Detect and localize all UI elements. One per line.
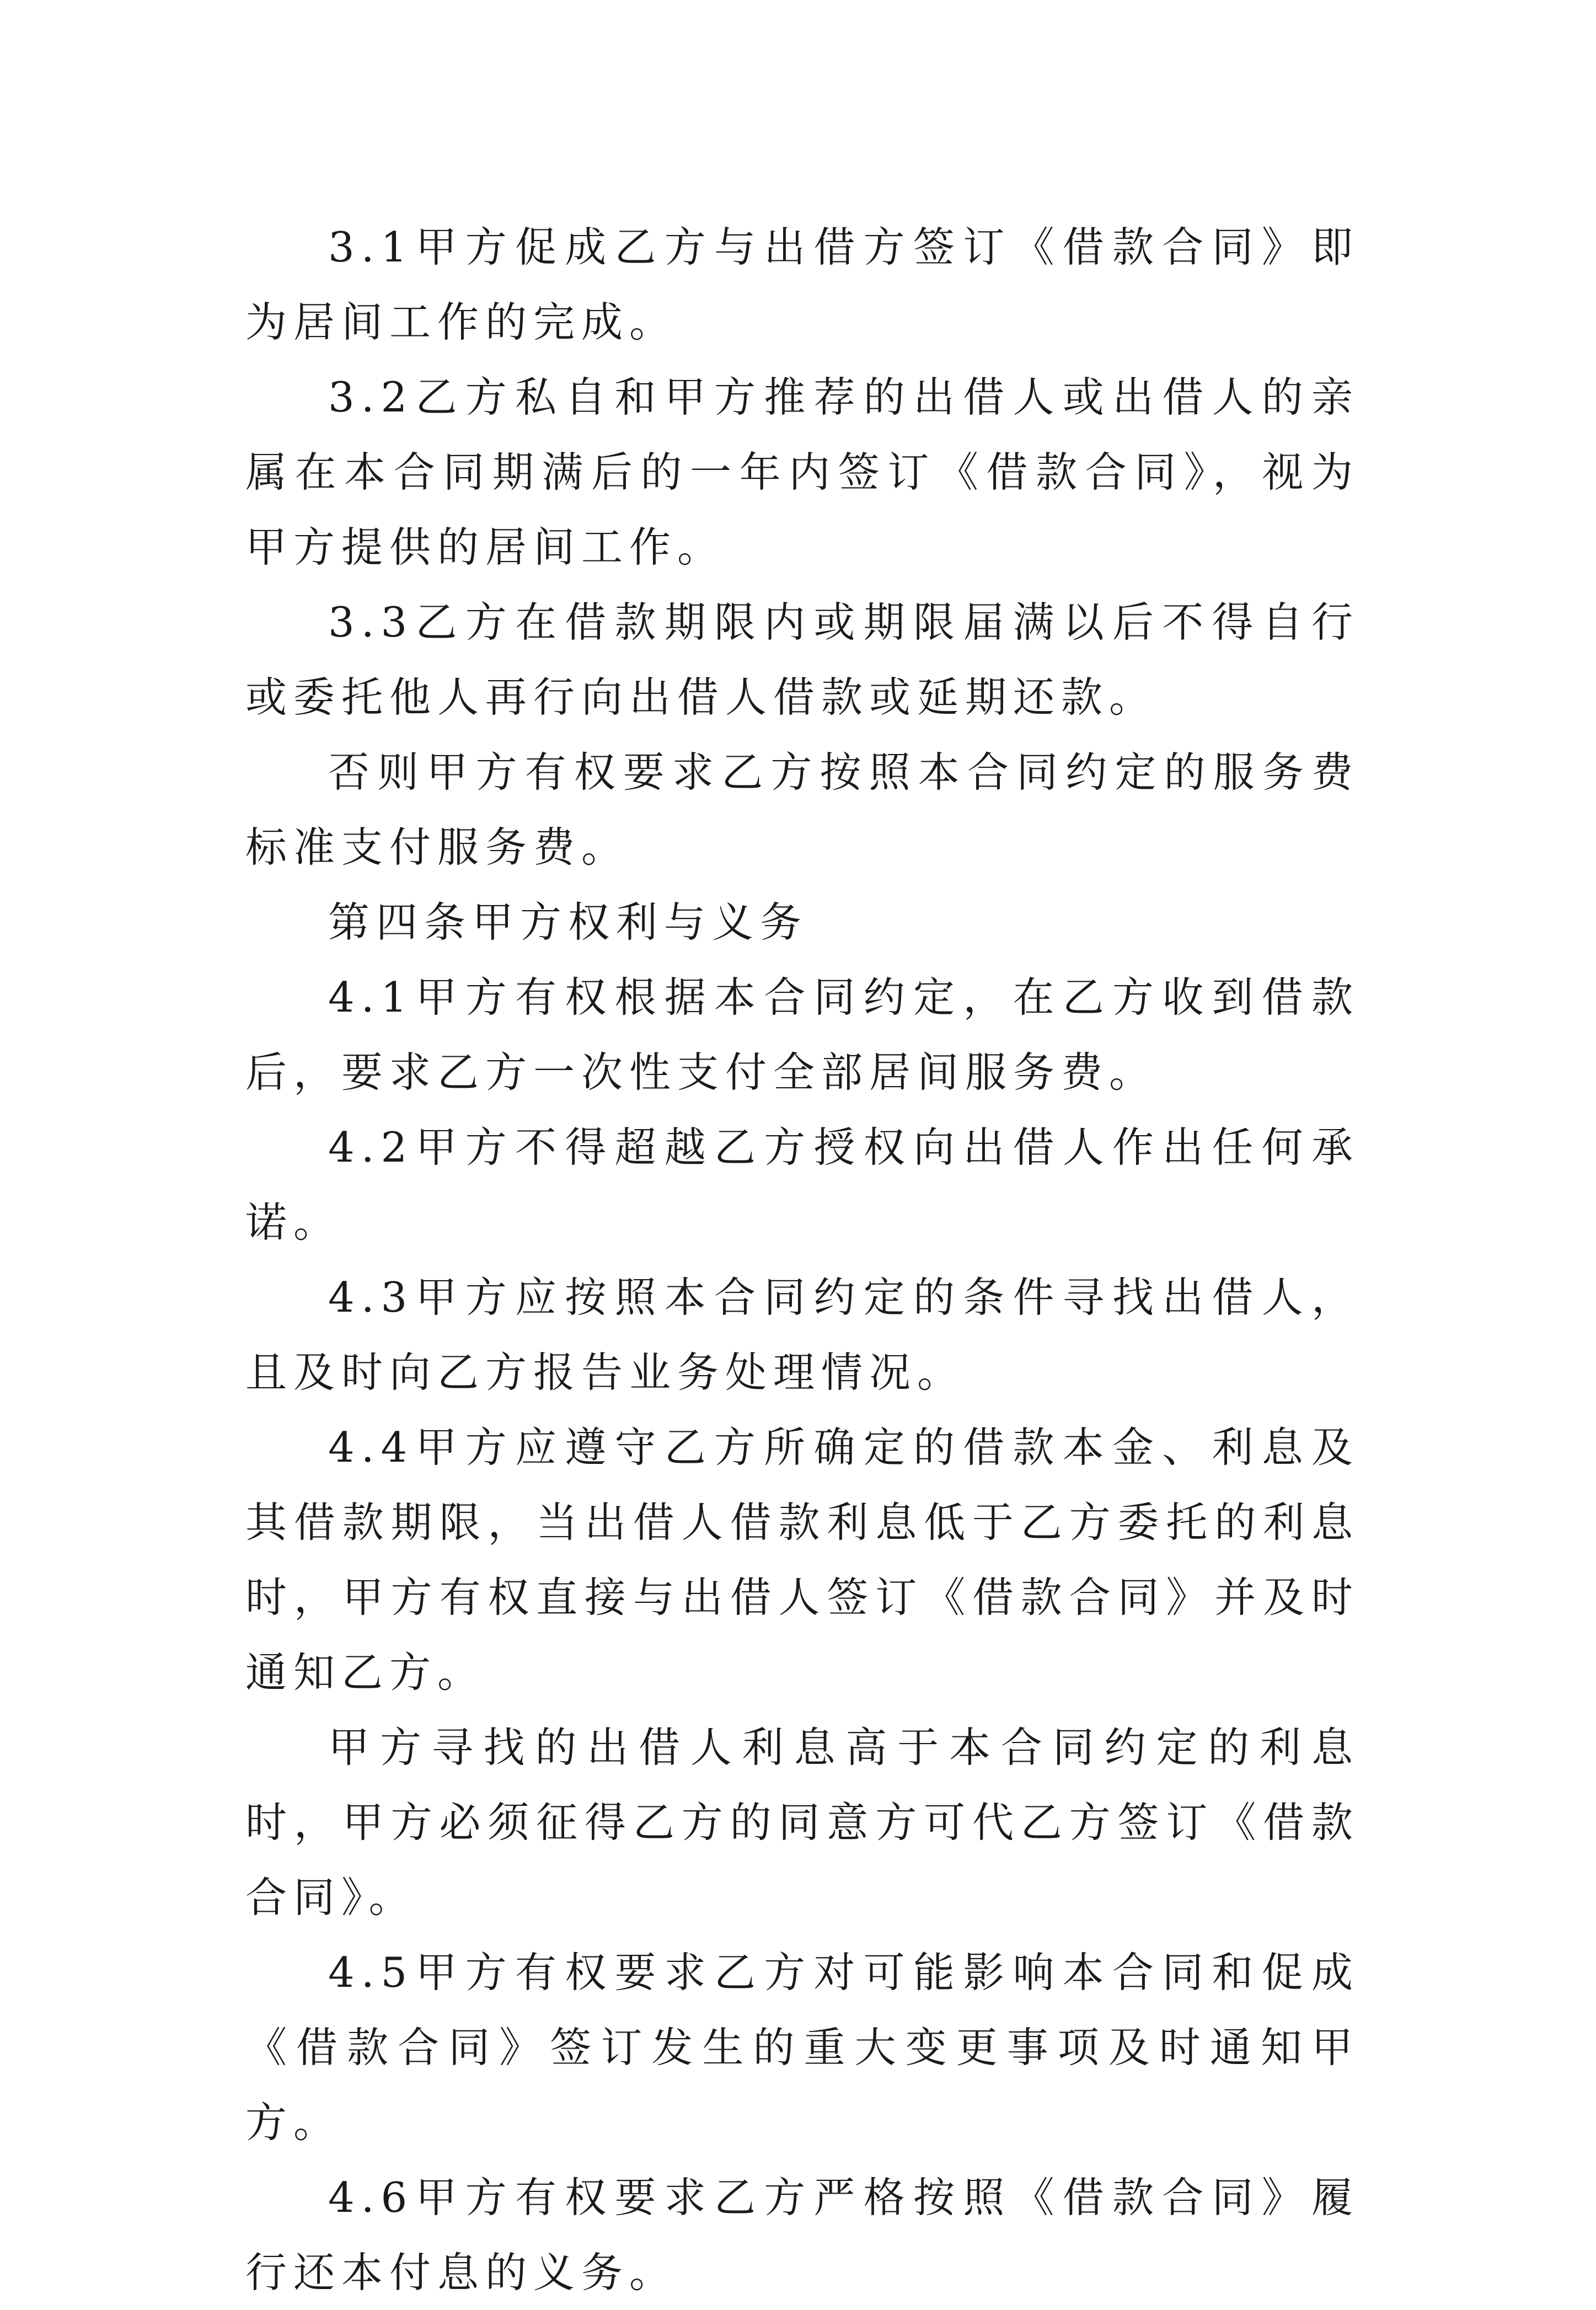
document-body	[245, 210, 1359, 2310]
clause-3-1: 3.1甲方促成乙方与出借方签订《借款合同》即为居间工作的完成。	[245, 223, 1359, 346]
clause-4-5: 4.5甲方有权要求乙方对可能影响本合同和促成《借款合同》签订发生的重大变更事项及时通知甲方。	[245, 1948, 1359, 2147]
clause-4-4: 4.4甲方应遵守乙方所确定的借款本金、利息及其借款期限，当出借人借款利息低于乙方委托的利息时，甲方有权直接与出借人签订《借款合同》并及时通知乙方。	[245, 1423, 1359, 1697]
clause-4-3: 4.3甲方应按照本合同约定的条件寻找出借人，且及时向乙方报告业务处理情况。	[245, 1273, 1359, 1397]
clause-4-4-supplement: 甲方寻找的出借人利息高于本合同约定的利息时，甲方必须征得乙方的同意方可代乙方签订《借款合同》。	[245, 1723, 1359, 1922]
clause-4-2: 4.2甲方不得超越乙方授权向出借人作出任何承诺。	[245, 1123, 1359, 1247]
clause-3-2: 3.2乙方私自和甲方推荐的出借人或出借人的亲属在本合同期满后的一年内签订《借款合同》，视为甲方提供的居间工作。	[245, 373, 1359, 571]
clause-4-1: 4.1甲方有权根据本合同约定，在乙方收到借款后，要求乙方一次性支付全部居间服务费。	[245, 973, 1359, 1097]
clause-4-6: 4.6甲方有权要求乙方严格按照《借款合同》履行还本付息的义务。	[245, 2173, 1359, 2297]
clause-3-3: 3.3乙方在借款期限内或期限届满以后不得自行或委托他人再行向出借人借款或延期还款。	[245, 598, 1359, 721]
clause-3-3-consequence: 否则甲方有权要求乙方按照本合同约定的服务费标准支付服务费。	[245, 748, 1359, 871]
section-heading-article-4: 第四条甲方权利与义务	[328, 898, 808, 947]
